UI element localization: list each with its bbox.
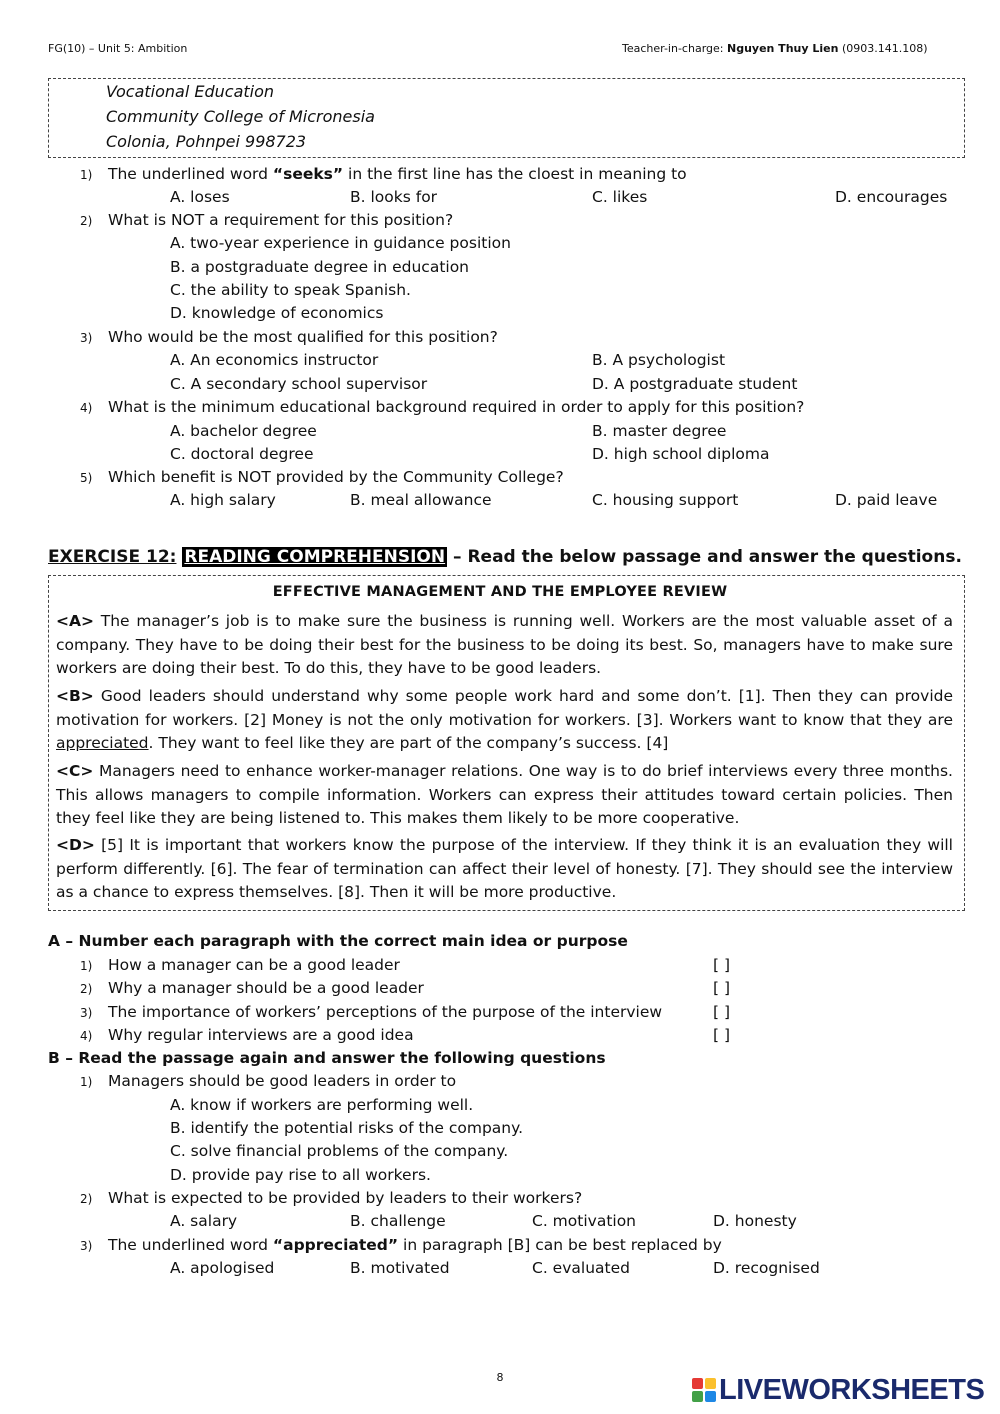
paragraph-text: . They want to feel like they are part of the company’s success. [4] — [148, 734, 669, 752]
item-number: 1) — [80, 959, 93, 973]
option-c[interactable]: C. evaluated — [532, 1259, 630, 1277]
option-a[interactable]: A. An economics instructor — [170, 351, 379, 369]
q-number: 2) — [80, 1192, 93, 1206]
paragraph-a — [56, 610, 953, 681]
question-text: What is NOT a requirement for this position? — [108, 211, 454, 229]
option-a[interactable]: A. salary — [170, 1212, 238, 1230]
option-b[interactable]: B. a postgraduate degree in education — [170, 258, 470, 276]
address-line-3: Colonia, Pohnpei 998723 — [106, 132, 307, 151]
option-b[interactable]: B. meal allowance — [350, 491, 492, 509]
option-c[interactable]: C. likes — [592, 188, 648, 206]
address-line-2: Community College of Micronesia — [106, 107, 375, 126]
option-b[interactable]: B. master degree — [592, 422, 727, 440]
passage-title: EFFECTIVE MANAGEMENT AND THE EMPLOYEE REVIEW — [272, 584, 728, 600]
question-suffix: in paragraph [B] can be best replaced by — [398, 1236, 722, 1254]
answer-bracket[interactable]: [ ] — [713, 956, 731, 974]
question-keyword: “appreciated” — [272, 1236, 399, 1254]
main-idea-item: The importance of workers’ perceptions of the purpose of the interview — [108, 1003, 663, 1021]
paragraph-text: Managers need to enhance worker-manager relations. One way is to do brief interviews every three months. This allows managers to compile information. Workers can express their attitudes toward certain policies. Then they feel like they are being listened to. This makes them likely to be more cooperative. — [56, 762, 953, 827]
liveworksheets-logo[interactable]: LIVEWORKSHEETS — [719, 1374, 985, 1406]
option-d[interactable]: D. high school diploma — [592, 445, 770, 463]
option-b[interactable]: B. challenge — [350, 1212, 446, 1230]
question-text: Who would be the most qualified for this position? — [108, 328, 498, 346]
question-text: Managers should be good leaders in order to — [108, 1072, 457, 1090]
answer-bracket[interactable]: [ ] — [713, 979, 731, 997]
option-c[interactable]: C. motivation — [532, 1212, 637, 1230]
part-b-heading: B – Read the passage again and answer the following questions — [48, 1049, 606, 1067]
header-left: FG(10) – Unit 5: Ambition — [48, 42, 188, 55]
main-idea-item: How a manager can be a good leader — [108, 956, 400, 974]
question-text: What is expected to be provided by leaders to their workers? — [108, 1189, 583, 1207]
exercise-highlight: READING COMPREHENSION — [184, 547, 446, 567]
option-b[interactable]: B. A psychologist — [592, 351, 726, 369]
q-number: 3) — [80, 1239, 93, 1253]
question-keyword: “seeks” — [272, 165, 344, 183]
option-d[interactable]: D. provide pay rise to all workers. — [170, 1166, 431, 1184]
exercise-instruction: – Read the below passage and answer the questions. — [447, 547, 962, 567]
question-prefix: The underlined word — [108, 165, 273, 183]
answer-bracket[interactable]: [ ] — [713, 1003, 731, 1021]
option-c[interactable]: C. A secondary school supervisor — [170, 375, 428, 393]
option-d[interactable]: D. A postgraduate student — [592, 375, 798, 393]
option-a[interactable]: A. high salary — [170, 491, 276, 509]
item-number: 4) — [80, 1029, 93, 1043]
option-b[interactable]: B. looks for — [350, 188, 438, 206]
option-c[interactable]: C. housing support — [592, 491, 739, 509]
paragraph-tag: <D> — [56, 836, 95, 854]
item-number: 2) — [80, 982, 93, 996]
liveworksheets-logo-icon — [692, 1378, 716, 1406]
option-c[interactable]: C. doctoral degree — [170, 445, 314, 463]
underlined-word: appreciated — [56, 734, 149, 752]
question-text: What is the minimum educational background required in order to apply for this position? — [108, 398, 805, 416]
q-number: 1) — [80, 1075, 93, 1089]
option-d[interactable]: D. encourages — [835, 188, 948, 206]
paragraph-c — [56, 760, 953, 831]
exercise-label: EXERCISE 12: — [48, 547, 177, 567]
option-a[interactable]: A. apologised — [170, 1259, 275, 1277]
option-a[interactable]: A. bachelor degree — [170, 422, 317, 440]
option-d[interactable]: D. honesty — [713, 1212, 797, 1230]
exercise-title — [48, 547, 962, 567]
paragraph-text: [5] It is important that workers know the purpose of the interview. If they think it is an evaluation they will perform differently. [6]. The fear of termination can affect their level of honesty. [7]. They should see the interview as a chance to express themselves. [8]. Then it will be more productive. — [56, 836, 953, 901]
page-number: 8 — [496, 1371, 504, 1384]
teacher-name: Nguyen Thuy Lien — [726, 42, 839, 55]
option-a[interactable]: A. two-year experience in guidance position — [170, 234, 511, 252]
paragraph-tag: <B> — [56, 687, 94, 705]
question-text — [108, 1236, 722, 1254]
option-d[interactable]: D. recognised — [713, 1259, 820, 1277]
paragraph-tag: <C> — [56, 762, 94, 780]
main-idea-item: Why regular interviews are a good idea — [108, 1026, 414, 1044]
paragraph-d — [56, 834, 953, 905]
address-line-1: Vocational Education — [106, 82, 275, 101]
option-c[interactable]: C. solve financial problems of the company. — [170, 1142, 509, 1160]
q-number: 2) — [80, 214, 93, 228]
teacher-phone: (0903.141.108) — [841, 42, 928, 55]
q-number: 4) — [80, 401, 93, 415]
paragraph-tag: <A> — [56, 612, 94, 630]
item-number: 3) — [80, 1006, 93, 1020]
q-number: 5) — [80, 471, 93, 485]
teacher-label: Teacher-in-charge: — [622, 42, 724, 55]
answer-bracket[interactable]: [ ] — [713, 1026, 731, 1044]
question-prefix: The underlined word — [108, 1236, 273, 1254]
option-b[interactable]: B. identify the potential risks of the company. — [170, 1119, 524, 1137]
question-text: Which benefit is NOT provided by the Community College? — [108, 468, 564, 486]
question-suffix: in the first line has the cloest in meaning to — [343, 165, 687, 183]
option-c[interactable]: C. the ability to speak Spanish. — [170, 281, 411, 299]
paragraph-text: Good leaders should understand why some people work hard and some don’t. [1]. Then they can provide motivation for workers. [2] Money is not the only motivation for workers. [3]. Workers want to know that they are — [56, 687, 953, 729]
option-a[interactable]: A. know if workers are performing well. — [170, 1096, 474, 1114]
option-d[interactable]: D. paid leave — [835, 491, 938, 509]
main-idea-item: Why a manager should be a good leader — [108, 979, 424, 997]
header-teacher — [622, 42, 928, 55]
option-a[interactable]: A. loses — [170, 188, 230, 206]
option-b[interactable]: B. motivated — [350, 1259, 450, 1277]
q-number: 3) — [80, 331, 93, 345]
option-d[interactable]: D. knowledge of economics — [170, 304, 384, 322]
paragraph-text: The manager’s job is to make sure the business is running well. Workers are the most valuable asset of a company. They have to be doing their best for the business to be doing its best. So, managers have to make sure workers are doing their best. To do this, they have to be good leaders. — [56, 612, 953, 677]
q-number: 1) — [80, 168, 93, 182]
paragraph-b — [56, 685, 953, 756]
part-a-heading: A – Number each paragraph with the correct main idea or purpose — [48, 932, 628, 950]
question-text — [108, 165, 687, 183]
